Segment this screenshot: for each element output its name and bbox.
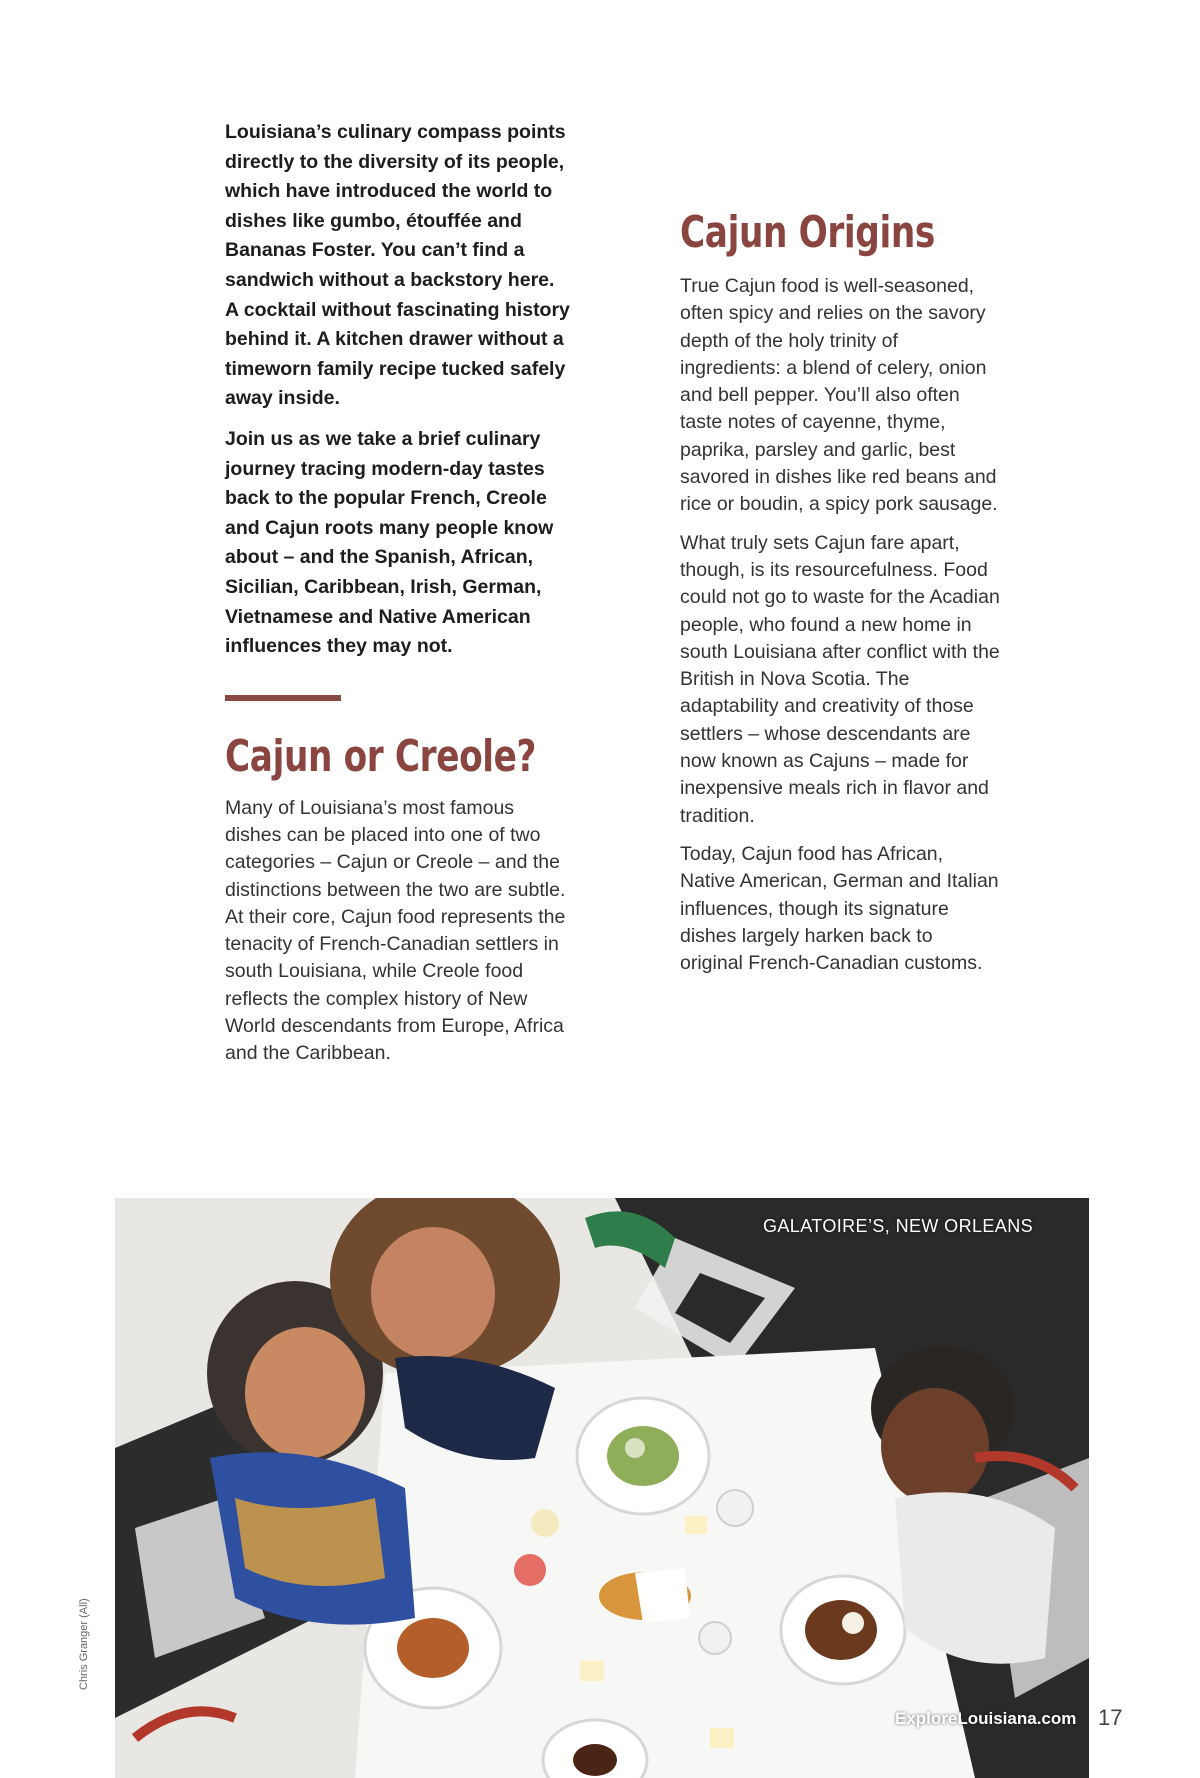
photo-caption: GALATOIRE’S, NEW ORLEANS [763,1216,1033,1236]
restaurant-photo [115,1198,1089,1778]
section-divider [225,695,341,701]
intro-text [225,118,570,662]
creole-paragraph-1: Many of Louisiana’s most famous dishes can be placed into one of two categories – Cajun or Creole – and the distinctions between the two are subtle. At their core, Cajun food represents the tenacity of French-Canadian settlers in south Louisiana, while Creole food reflects the complex history of New World descendants from Europe, Africa and the Caribbean. [225,796,566,1065]
creole-heading: Cajun or Creole? [225,730,537,782]
cajun-paragraph-2: What truly sets Cajun fare apart, though, is its resourcefulness. Food could not go to waste for the Acadian people, who found a new home in south Louisiana after conflict with the British in Nova Scotia. The adaptability and creativity of those settlers – whose descendants are now known as Cajuns – made for inexpensive meals rich in flavor and tradition. [680,531,1000,827]
page-number: 17 [1098,1705,1123,1730]
website-link[interactable]: ExploreLouisiana.com [895,1709,1077,1728]
creole-body [225,795,570,1068]
intro-paragraph-1: Louisiana’s culinary compass points directly to the diversity of its people, which have introduced the world to dishes like gumbo, étouffée and Bananas Foster. You can’t find a sandwich without a backstory here. A cocktail without fascinating history behind it. A kitchen drawer without a timeworn family recipe tucked safely away inside. [225,121,570,410]
cajun-heading: Cajun Origins [680,207,935,258]
left-column [225,118,570,1079]
cajun-paragraph-1: True Cajun food is well-seasoned, often spicy and relies on the savory depth of the holy trinity of ingredients: a blend of celery, onion and bell pepper. You’ll also often taste notes of cayenne, thyme, paprika, parsley and garlic, best savored in dishes like red beans and rice or boudin, a spicy pork sausage. [680,275,998,516]
cajun-paragraph-3: Today, Cajun food has African, Native American, German and Italian influences, though its signature dishes largely harken back to original French-Canadian customs. [680,842,999,975]
right-column [680,205,1000,988]
cajun-body [680,273,1000,977]
photo-illustration [115,1198,1089,1778]
intro-paragraph-2: Join us as we take a brief culinary journey tracing modern-day tastes back to the popular French, Creole and Cajun roots many people know about – and the Spanish, African, Sicilian, Caribbean, Irish, German, Vietnamese and Native American influences they may not. [225,427,554,658]
photo-credit: Chris Granger (All) [78,1598,90,1690]
